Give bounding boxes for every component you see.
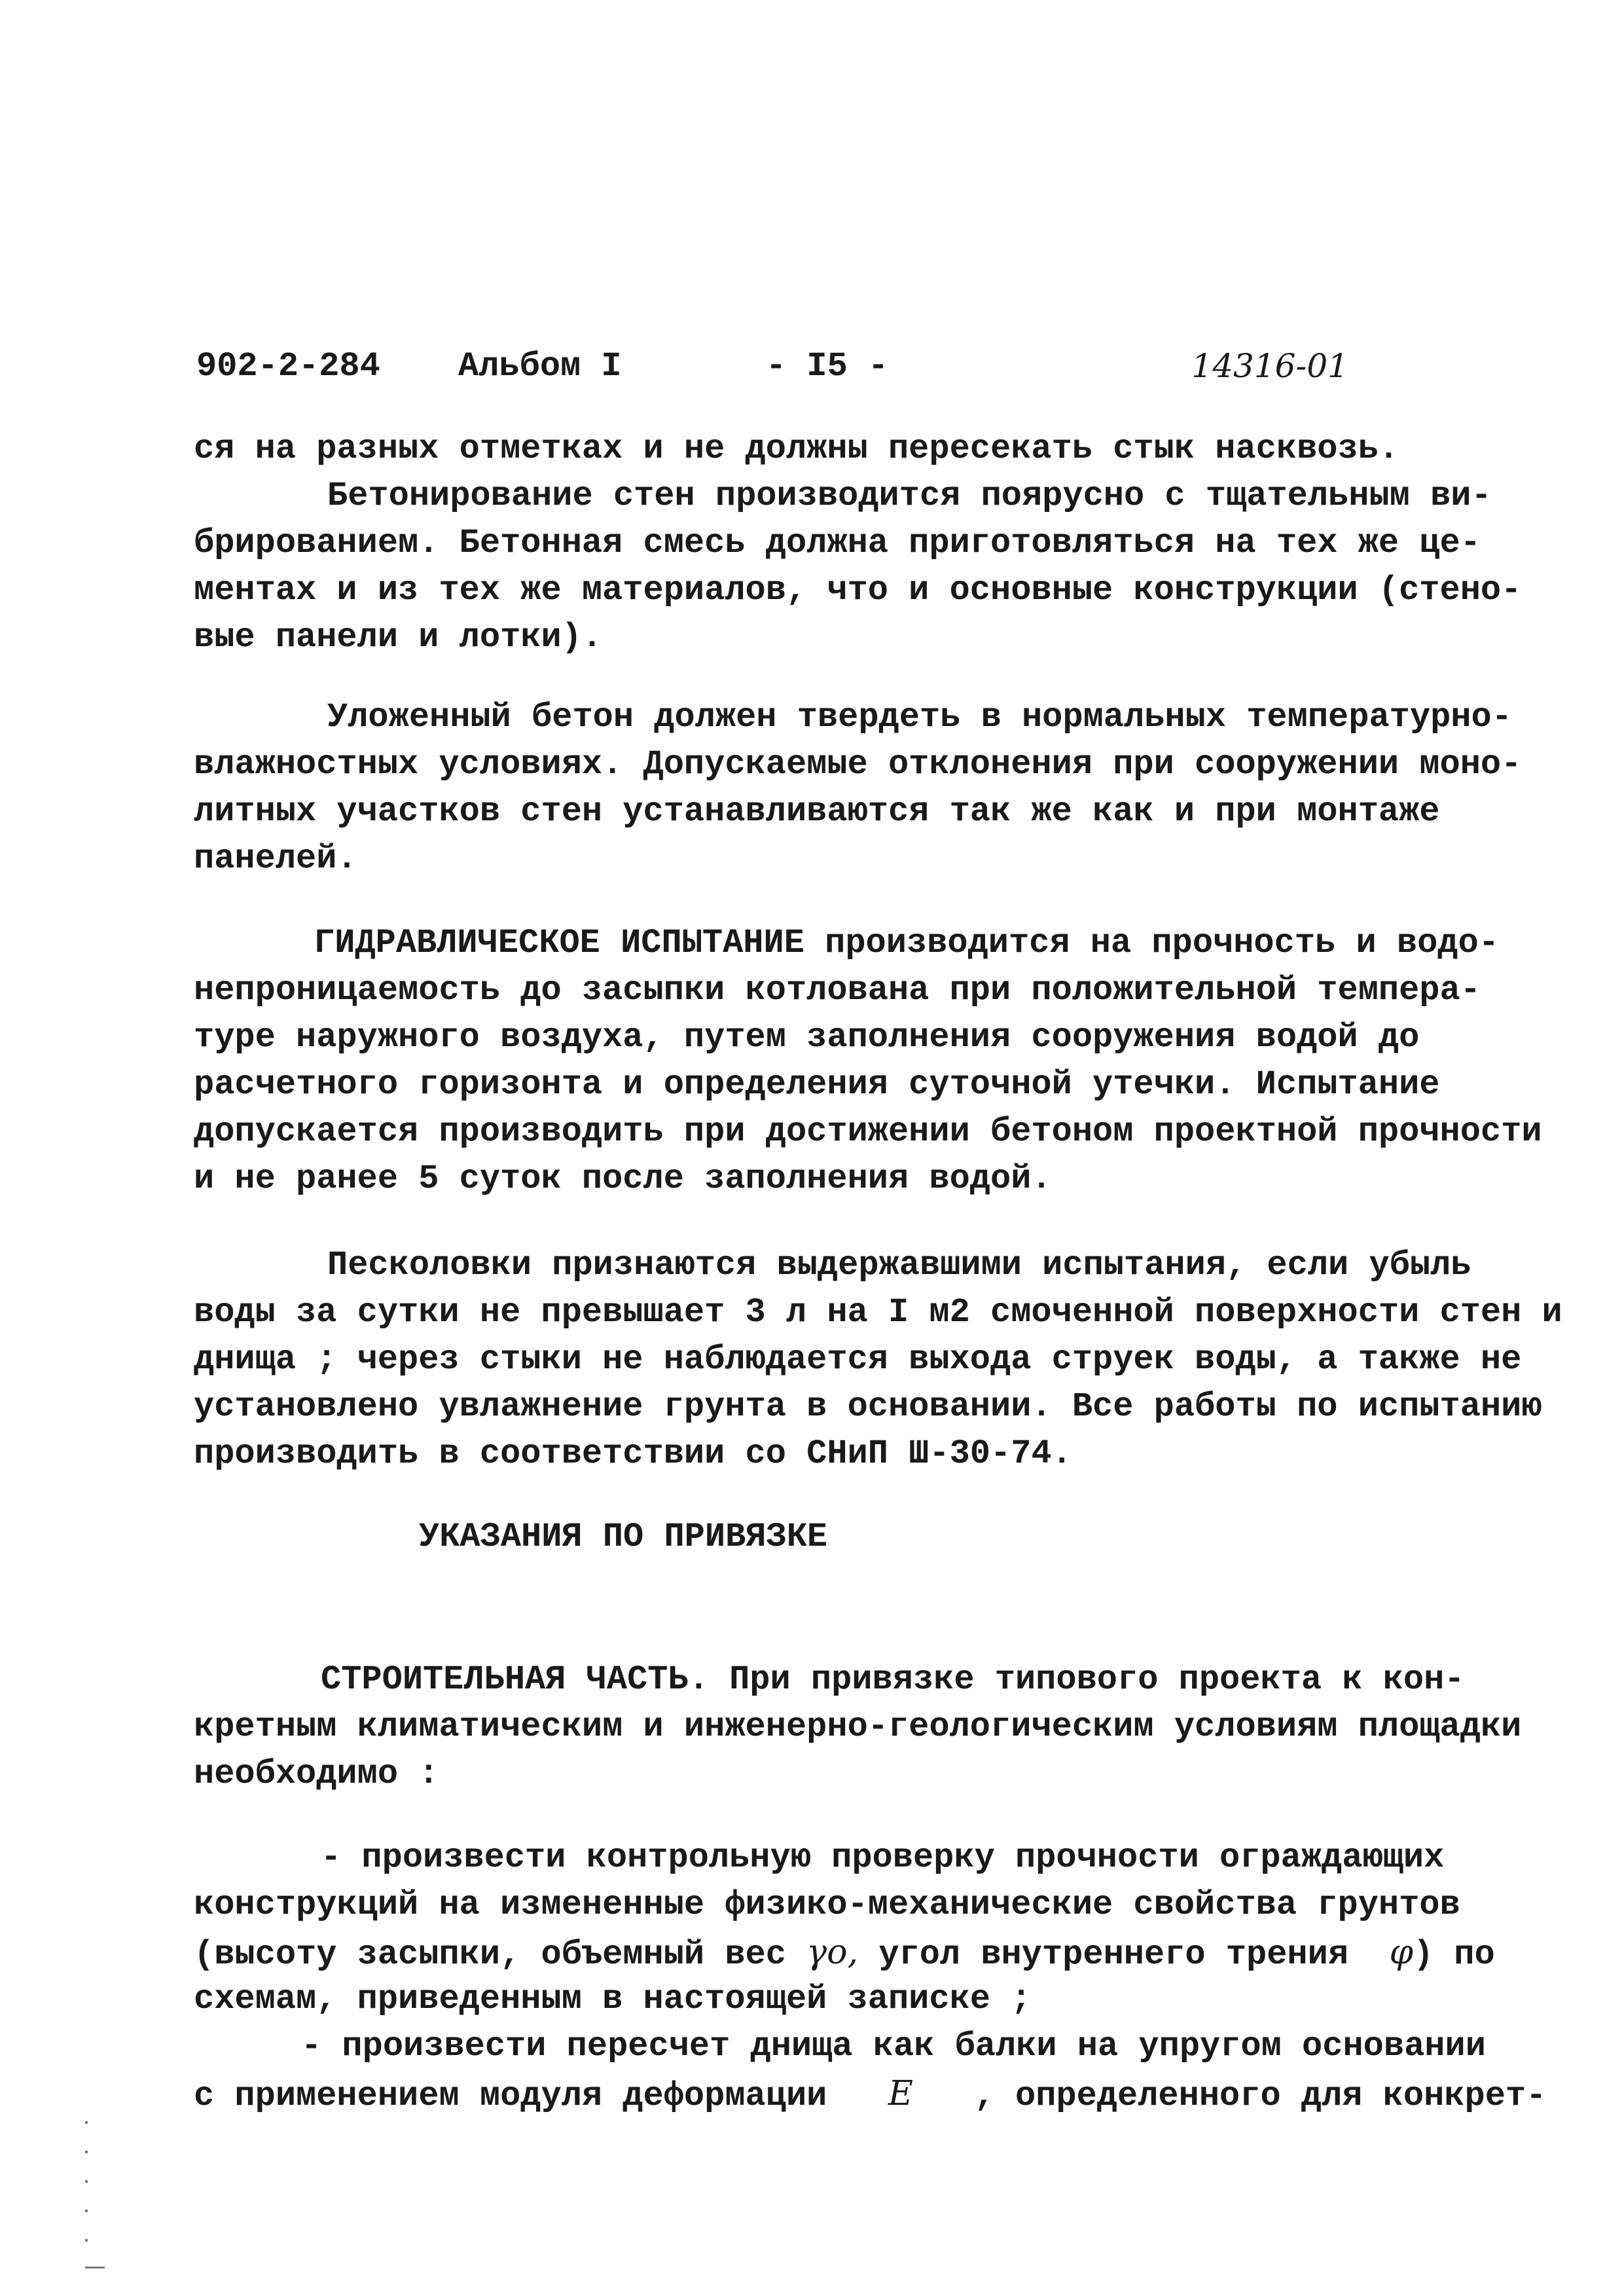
text-line: брированием. Бетонная смесь должна приготовляться на тех же це- — [194, 524, 1481, 562]
scan-dot — [85, 2151, 88, 2153]
text-line: ся на разных отметках и не должны пересекать стык насквозь. — [194, 429, 1399, 468]
document-code: 902-2-284 — [196, 347, 380, 386]
scan-dot — [85, 2121, 88, 2124]
section-heading-binding: УКАЗАНИЯ ПО ПРИВЯЗКЕ — [419, 1518, 828, 1556]
text-line: (высоту засыпки, объемный вес γо, угол внутреннего трения φ) по — [194, 1933, 1495, 1974]
handwritten-number: 14316-01 — [1191, 347, 1348, 385]
scan-margin-marks — [85, 2121, 111, 2278]
text-line: с применением модуля деформации E , определенного для конкрет- — [194, 2074, 1547, 2115]
text-line: Песколовки признаются выдержавшими испытания, если убыль — [327, 1246, 1471, 1285]
scan-dot — [85, 2239, 88, 2242]
text-line: производить в соответствии со СНиП Ш-30-74. — [194, 1434, 1072, 1473]
list-item: - произвести контрольную проверку прочности ограждающих — [321, 1838, 1445, 1877]
text-line: необходимо : — [194, 1755, 439, 1793]
text-line: конструкций на измененные физико-механические свойства грунтов — [194, 1886, 1460, 1924]
album-label: Альбом I — [458, 347, 622, 386]
text-line: установлено увлажнение грунта в основании. Все работы по испытанию — [194, 1387, 1542, 1426]
text-line: днища ; через стыки не наблюдается выхода струек воды, а также не — [194, 1340, 1522, 1379]
scan-dot — [85, 2180, 88, 2183]
list-item: - произвести пересчет днища как балки на упругом основании — [301, 2027, 1486, 2066]
text-line: Бетонирование стен производится поярусно с тщательным ви- — [327, 477, 1492, 515]
text-line: непроницаемость до засыпки котлована при положительной темпера- — [194, 971, 1481, 1010]
text-line: влажностных условиях. Допускаемые отклонения при сооружении моно- — [194, 745, 1522, 784]
text-line: туре наружного воздуха, путем заполнения сооружения водой до — [194, 1018, 1420, 1057]
text-line: вые панели и лотки). — [194, 618, 603, 657]
modulus-symbol: E — [888, 2074, 913, 2113]
text-line: литных участков стен устанавливаются так же как и при монтаже — [194, 792, 1440, 831]
text-line: схемам, приведенным в настоящей записке ; — [194, 1980, 1032, 2018]
text-line: ментах и из тех же материалов, что и основные конструкции (стено- — [194, 571, 1522, 610]
gamma-symbol: γо, — [806, 1933, 859, 1972]
text-line: допускается производить при достижении бетоном проектной прочности — [194, 1112, 1542, 1151]
page-header — [196, 347, 1348, 399]
text-line: Уложенный бетон должен твердеть в нормальных температурно- — [327, 698, 1512, 737]
text-line: кретным климатическим и инженерно-геологическим условиям площадки — [194, 1707, 1522, 1746]
section-heading-hydraulic: ГИДРАВЛИЧЕСКОЕ ИСПЫТАНИЕ производится на прочность и водо- — [314, 924, 1499, 962]
text-line: воды за сутки не превышает 3 л на I м2 смоченной поверхности стен и — [194, 1293, 1562, 1332]
scan-dot — [85, 2210, 88, 2212]
text-line: панелей. — [194, 839, 357, 878]
scan-dash — [85, 2267, 105, 2269]
text-line: СТРОИТЕЛЬНАЯ ЧАСТЬ. При привязке типового проекта к кон- — [321, 1660, 1465, 1699]
page-number: - I5 - — [766, 347, 889, 386]
phi-symbol: φ — [1389, 1933, 1413, 1972]
text-line: и не ранее 5 суток после заполнения водой. — [194, 1159, 1052, 1198]
text-line: расчетного горизонта и определения суточной утечки. Испытание — [194, 1065, 1440, 1104]
